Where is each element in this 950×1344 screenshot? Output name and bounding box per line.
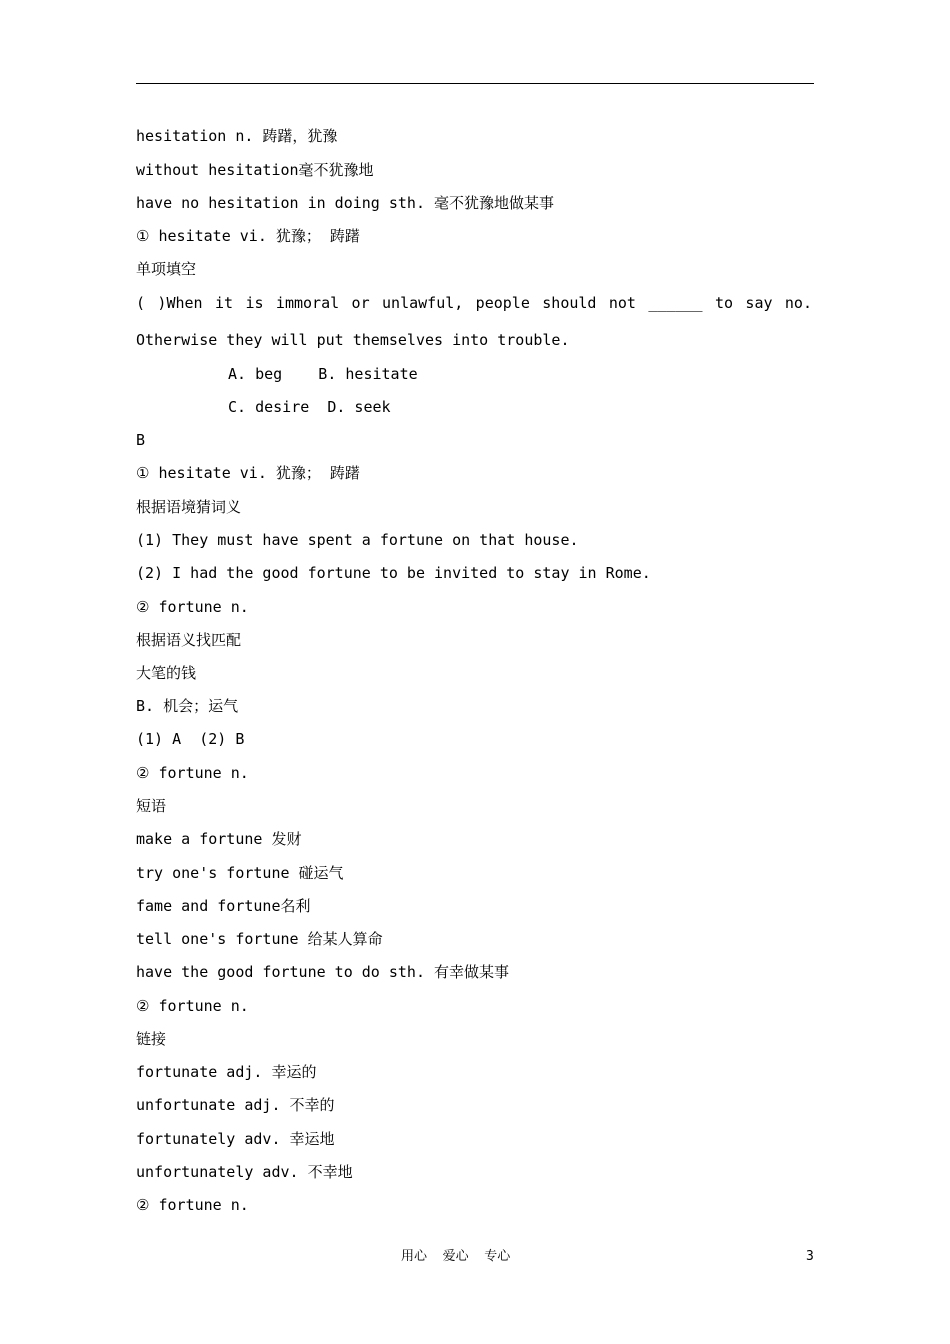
page-number: 3 (806, 1249, 814, 1264)
exercise-question: ( )When it is immoral or unlawful, people should not ______ to say no. (136, 294, 812, 312)
phrases-heading: 短语 (136, 797, 167, 815)
phrase-without-hesitation: without hesitation毫不犹豫地 (136, 161, 374, 179)
phrase-tell-ones-fortune: tell one's fortune 给某人算命 (136, 930, 383, 948)
section-heading-fortune: ② fortune n. (136, 997, 249, 1015)
word-fortunately: fortunately adv. 幸运地 (136, 1130, 335, 1148)
exercise-question-continued: Otherwise they will put themselves into trouble. (136, 331, 570, 349)
exercise-options-ab: A. beg B. hesitate (228, 365, 418, 383)
word-unfortunate: unfortunate adj. 不幸的 (136, 1096, 335, 1114)
vocab-entry-hesitation: hesitation n. 踌躇，犹豫 (136, 127, 338, 145)
header-rule (136, 83, 814, 84)
exercise-options-cd: C. desire D. seek (228, 398, 391, 416)
phrase-fame-and-fortune: fame and fortune名利 (136, 897, 311, 915)
word-fortunate: fortunate adj. 幸运的 (136, 1063, 317, 1081)
meaning-option-b: B. 机会；运气 (136, 697, 239, 715)
match-answers: (1) A (2) B (136, 730, 245, 748)
exercise-answer: B (136, 431, 146, 449)
section-heading-fortune: ② fortune n. (136, 1196, 249, 1214)
exercise-heading-guess-meaning: 根据语境猜词义 (136, 498, 242, 516)
section-heading-hesitate: ① hesitate vi. 犹豫； 踌躇 (136, 464, 360, 482)
footer-motto: 用心 爱心 专心 (401, 1249, 511, 1264)
exercise-heading-match-meaning: 根据语义找匹配 (136, 631, 242, 649)
section-heading-hesitate: ① hesitate vi. 犹豫； 踌躇 (136, 227, 360, 245)
links-heading: 链接 (136, 1030, 167, 1048)
phrase-make-a-fortune: make a fortune 发财 (136, 830, 302, 848)
word-unfortunately: unfortunately adv. 不幸地 (136, 1163, 353, 1181)
exercise-heading-single-choice: 单项填空 (136, 260, 197, 278)
phrase-have-no-hesitation: have no hesitation in doing sth. 毫不犹豫地做某事 (136, 194, 555, 212)
phrase-have-the-good-fortune: have the good fortune to do sth. 有幸做某事 (136, 963, 510, 981)
meaning-option-a: 大笔的钱 (136, 664, 197, 682)
phrase-try-ones-fortune: try one's fortune 碰运气 (136, 864, 344, 882)
example-sentence-2: (2) I had the good fortune to be invited to stay in Rome. (136, 564, 651, 582)
section-heading-fortune: ② fortune n. (136, 598, 249, 616)
section-heading-fortune: ② fortune n. (136, 764, 249, 782)
example-sentence-1: (1) They must have spent a fortune on that house. (136, 531, 579, 549)
